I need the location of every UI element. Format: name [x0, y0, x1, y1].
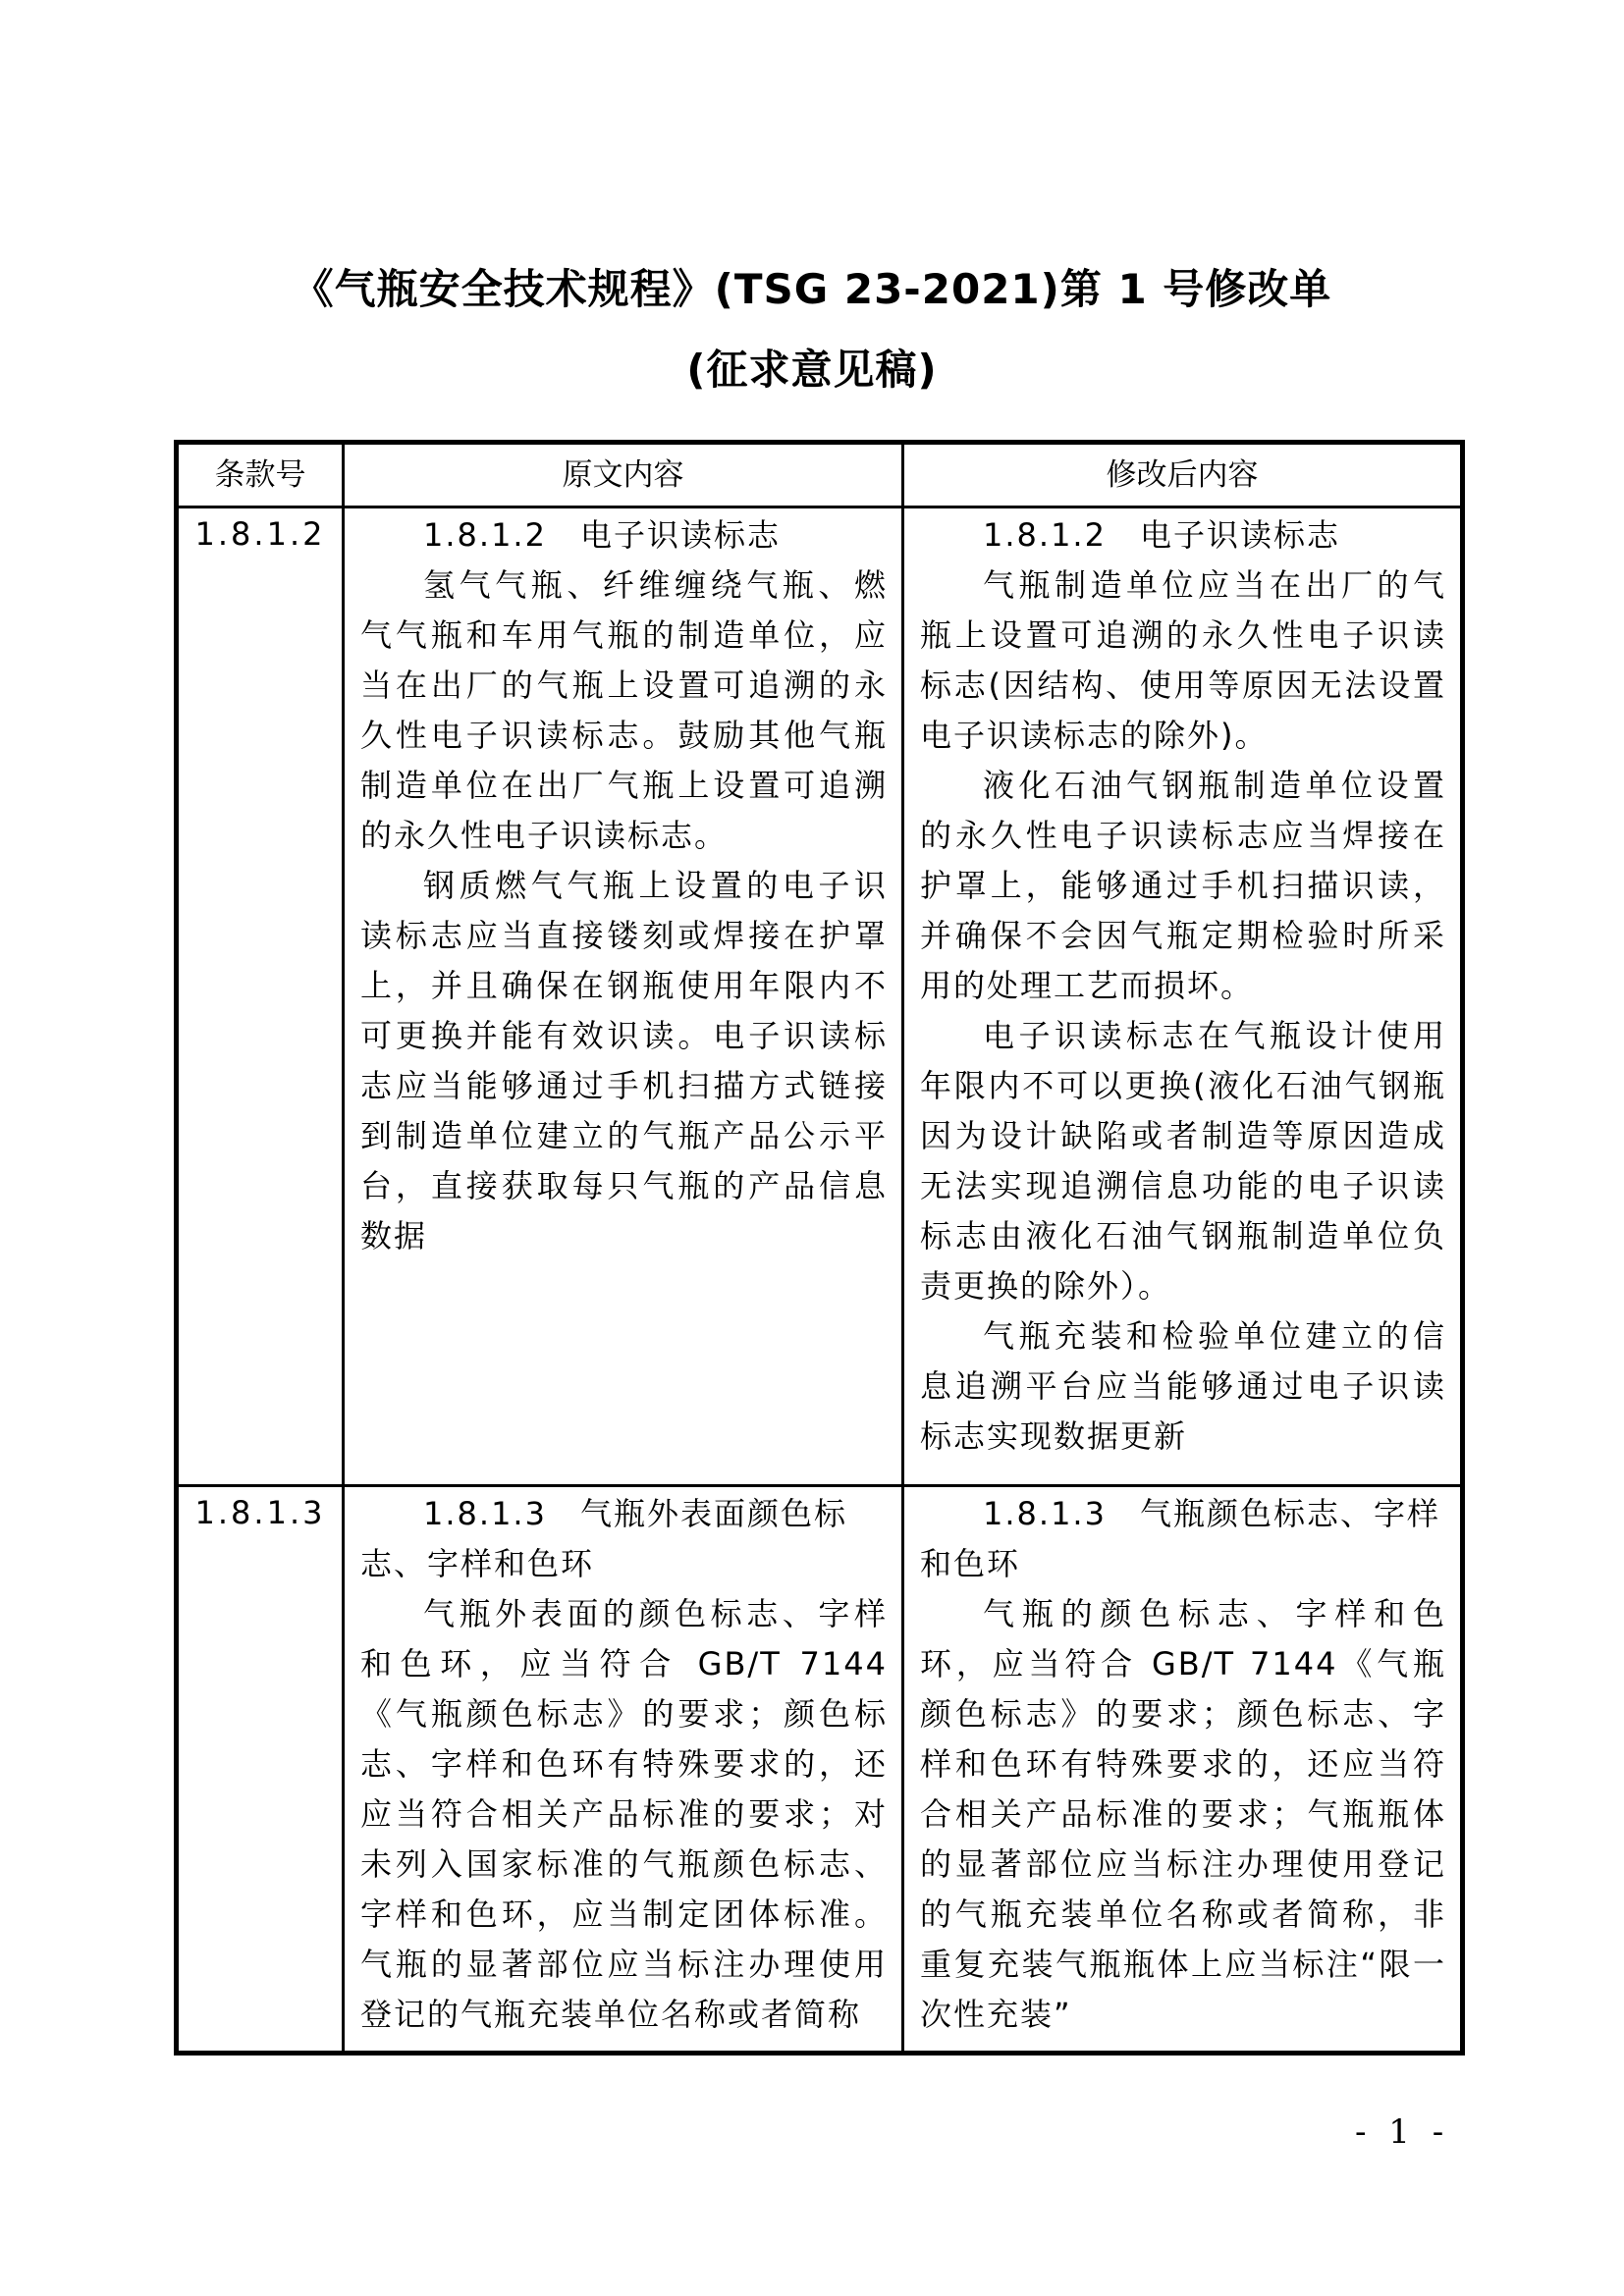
- paragraph: 液化石油气钢瓶制造单位设置的永久性电子识读标志应当焊接在护罩上，能够通过手机扫描识读，并确保不会因气瓶定期检验时所采用的处理工艺而损坏。: [920, 767, 1446, 1004]
- header-revised-content: 修改后内容: [903, 443, 1463, 507]
- original-content: [344, 1486, 903, 2054]
- section-heading: 1.8.1.2 电子识读标志: [423, 516, 781, 554]
- revised-content: [903, 507, 1463, 1486]
- header-clause-number: 条款号: [177, 443, 344, 507]
- amendment-table: [174, 440, 1465, 2056]
- paragraph: 气瓶外表面的颜色标志、字样和色环，应当符合 GB/T 7144《气瓶颜色标志》的要求；颜色标志、字样和色环有特殊要求的，还应当符合相关产品标准的要求；对未列入国家标准的气瓶颜色标志、字样和色环，应当制定团体标准。气瓶的显著部位应当标注办理使用登记的气瓶充装单位名称或者简称: [360, 1595, 888, 2033]
- table-header-row: [177, 443, 1463, 507]
- table-row: [177, 507, 1463, 1486]
- clause-number: 1.8.1.3: [177, 1486, 344, 2054]
- paragraph: 气瓶的颜色标志、字样和色环，应当符合 GB/T 7144《气瓶颜色标志》的要求；颜色标志、字样和色环有特殊要求的，还应当符合相关产品标准的要求；气瓶瓶体的显著部位应当标注办理使用登记的气瓶充装单位名称或者简称，非重复充装气瓶瓶体上应当标注“限一次性充装”: [920, 1595, 1446, 2033]
- page-number: - 1 -: [1355, 2112, 1450, 2152]
- paragraph: 气瓶充装和检验单位建立的信息追溯平台应当能够通过电子识读标志实现数据更新: [920, 1317, 1446, 1455]
- header-original-content: 原文内容: [344, 443, 903, 507]
- revised-content: [903, 1486, 1463, 2054]
- paragraph: 电子识读标志在气瓶设计使用年限内不可以更换(液化石油气钢瓶因为设计缺陷或者制造等原因造成无法实现追溯信息功能的电子识读标志由液化石油气钢瓶制造单位负责更换的除外）。: [920, 1017, 1446, 1305]
- section-heading: 1.8.1.3 气瓶外表面颜色标志、字样和色环: [360, 1495, 847, 1582]
- clause-number: 1.8.1.2: [177, 507, 344, 1486]
- document-subtitle: (征求意见稿): [686, 346, 938, 394]
- paragraph: 钢质燃气气瓶上设置的电子识读标志应当直接镂刻或焊接在护罩上，并且确保在钢瓶使用年限内不可更换并能有效识读。电子识读标志应当能够通过手机扫描方式链接到制造单位建立的气瓶产品公示平台，直接获取每只气瓶的产品信息数据: [360, 867, 888, 1255]
- paragraph: 氢气气瓶、纤维缠绕气瓶、燃气气瓶和车用气瓶的制造单位，应当在出厂的气瓶上设置可追溯的永久性电子识读标志。鼓励其他气瓶制造单位在出厂气瓶上设置可追溯的永久性电子识读标志。: [360, 566, 888, 854]
- table-row: [177, 1486, 1463, 2054]
- section-heading: 1.8.1.3 气瓶颜色标志、字样和色环: [920, 1495, 1440, 1582]
- original-content: [344, 507, 903, 1486]
- paragraph: 气瓶制造单位应当在出厂的气瓶上设置可追溯的永久性电子识读标志(因结构、使用等原因无法设置电子识读标志的除外)。: [920, 566, 1446, 754]
- document-title: 《气瓶安全技术规程》(TSG 23-2021)第 1 号修改单: [292, 265, 1332, 313]
- section-heading: 1.8.1.2 电子识读标志: [983, 516, 1340, 554]
